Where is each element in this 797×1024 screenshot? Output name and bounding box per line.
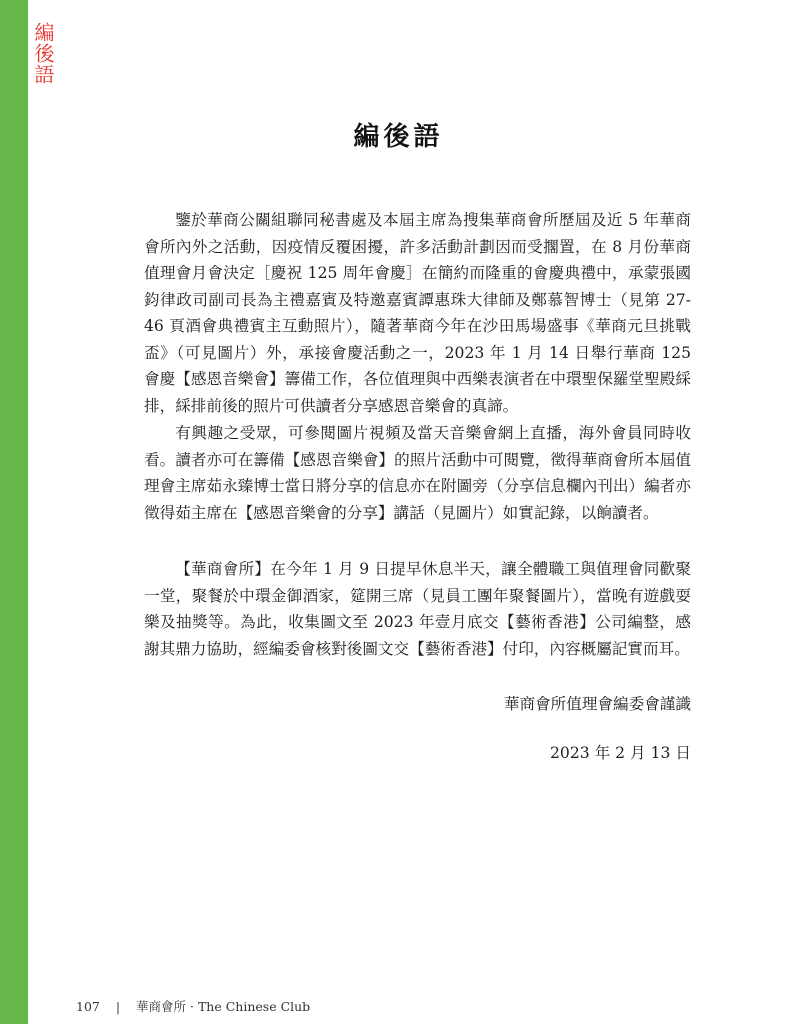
section-side-label: 編後語: [31, 22, 55, 85]
page-footer: [76, 997, 310, 1015]
paragraph-2: 有興趣之受眾，可參閱圖片視頻及當天音樂會網上直播，海外會員同時收看。讀者亦可在籌備【感恩音樂會】的照片活動中可閱覽，徵得華商會所本屆值理會主席茹永臻博士當日將分享的信息亦在附圖旁（分享信息欄內刊出）編者亦徵得茹主席在【感恩音樂會的分享】講話（見圖片）如實記錄，以餉讀者。: [144, 424, 691, 522]
paragraph-3: 【華商會所】在今年 1 月 9 日提早休息半天，讓全體職工與值理會同歡聚一堂，聚餐於中環金御酒家，筵開三席（見員工團年聚餐圖片），當晚有遊戲耍樂及抽獎等。為此，收集圖文至 2023 年壹月底交【藝術香港】公司編整，感謝其鼎力協助，經編委會核對後圖文交【藝術香港】付印，內容概屬記實而耳。: [144, 560, 691, 658]
paragraph-1: 鑒於華商公關組聯同秘書處及本屆主席為搜集華商會所歷屆及近 5 年華商會所內外之活動，因疫情反覆困擾，許多活動計劃因而受擱置，在 8 月份華商值理會月會決定［慶祝 125 周年會慶］在簡約而隆重的會慶典禮中，承蒙張國鈞律政司副司長為主禮嘉賓及特邀嘉賓譚惠珠大律師及鄭慕智博士（見第 27-46 頁酒會典禮賓主互動照片），隨著華商今年在沙田馬場盛事《華商元旦挑戰盃》（可見圖片）外，承接會慶活動之一，2023 年 1 月 14 日舉行華商 125 會慶【感恩音樂會】籌備工作，各位值理與中西樂表演者在中環聖保羅堂聖殿綵排，綵排前後的照片可供讀者分享感恩音樂會的真諦。: [144, 211, 691, 415]
green-side-bar: [0, 0, 28, 1024]
signature: 華商會所值理會編委會謹識: [503, 695, 691, 713]
page-number: 107: [76, 999, 100, 1014]
page-title: 編後語: [353, 122, 444, 152]
date: 2023 年 2 月 13 日: [549, 744, 691, 762]
publication-name: 華商會所 · The Chinese Club: [136, 999, 311, 1014]
footer-separator: |: [115, 999, 121, 1014]
